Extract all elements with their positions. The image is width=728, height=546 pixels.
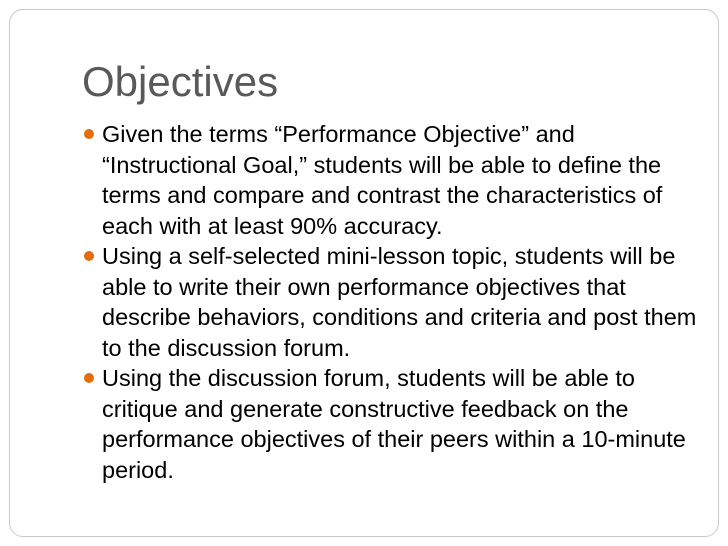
objectives-list <box>82 119 700 485</box>
objective-text: Using the discussion forum, students will be able to critique and generate constructive feedback on the performance objectives of their peers within a 10-minute period. <box>102 365 686 483</box>
circle-bullet-icon <box>84 129 94 139</box>
circle-bullet-icon <box>84 373 94 383</box>
objective-item <box>82 119 700 241</box>
circle-bullet-icon <box>84 251 94 261</box>
objective-text: Using a self-selected mini-lesson topic, students will be able to write their own performance objectives that describe behaviors, conditions and criteria and post them to the discussion forum. <box>102 243 697 361</box>
objective-text: Given the terms “Performance Objective” and “Instructional Goal,” students will be able to define the terms and compare and contrast the characteristics of each with at least 90% accuracy. <box>102 121 663 239</box>
objective-item <box>82 363 700 485</box>
objective-item <box>82 241 700 363</box>
slide-title: Objectives <box>82 58 279 105</box>
